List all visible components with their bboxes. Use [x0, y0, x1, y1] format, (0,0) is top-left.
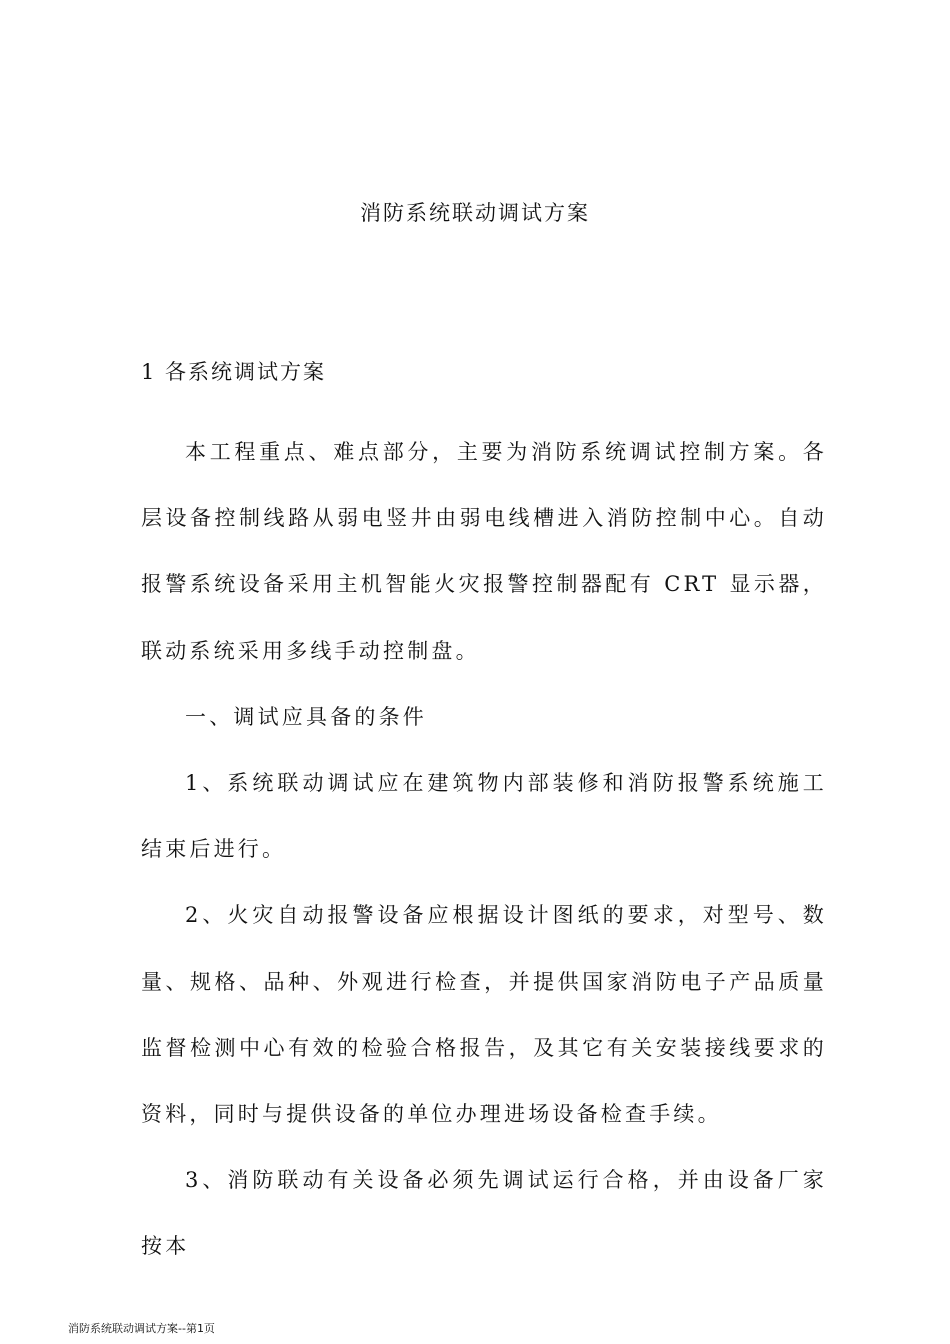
document-body — [141, 419, 827, 1280]
paragraph-conditions-heading: 一、调试应具备的条件 — [185, 704, 427, 729]
paragraph-item-1: 1、系统联动调试应在建筑物内部装修和消防报警系统施工 结束后进行。 — [141, 771, 827, 862]
section-heading: 1 各系统调试方案 — [141, 360, 327, 384]
paragraph-intro: 本工程重点、难点部分，主要为消防系统调试控制方案。各层设备控制线路从弱电竖井由弱电线槽进入消防控制中心。自动 报警系统设备采用主机智能火灾报警控制器配有 CRT 显示器， 联动系统采用多线手动控制盘。 — [141, 440, 827, 663]
paragraph-item-2: 2、火灾自动报警设备应根据设计图纸的要求，对型号、数 量、规格、品种、外观进行检查，并提供国家消防电子产品质量 监督检测中心有效的检验合格报告，及其它有关安装接线要求的 资料，同时与提供设备的单位办理进场设备检查手续。 — [141, 903, 827, 1127]
page-footer: 消防系统联动调试方案--第1页 — [68, 1322, 215, 1335]
document-title: 消防系统联动调试方案 — [360, 201, 590, 225]
paragraph-item-3: 3、消防联动有关设备必须先调试运行合格，并由设备厂家 按本 — [141, 1168, 827, 1259]
